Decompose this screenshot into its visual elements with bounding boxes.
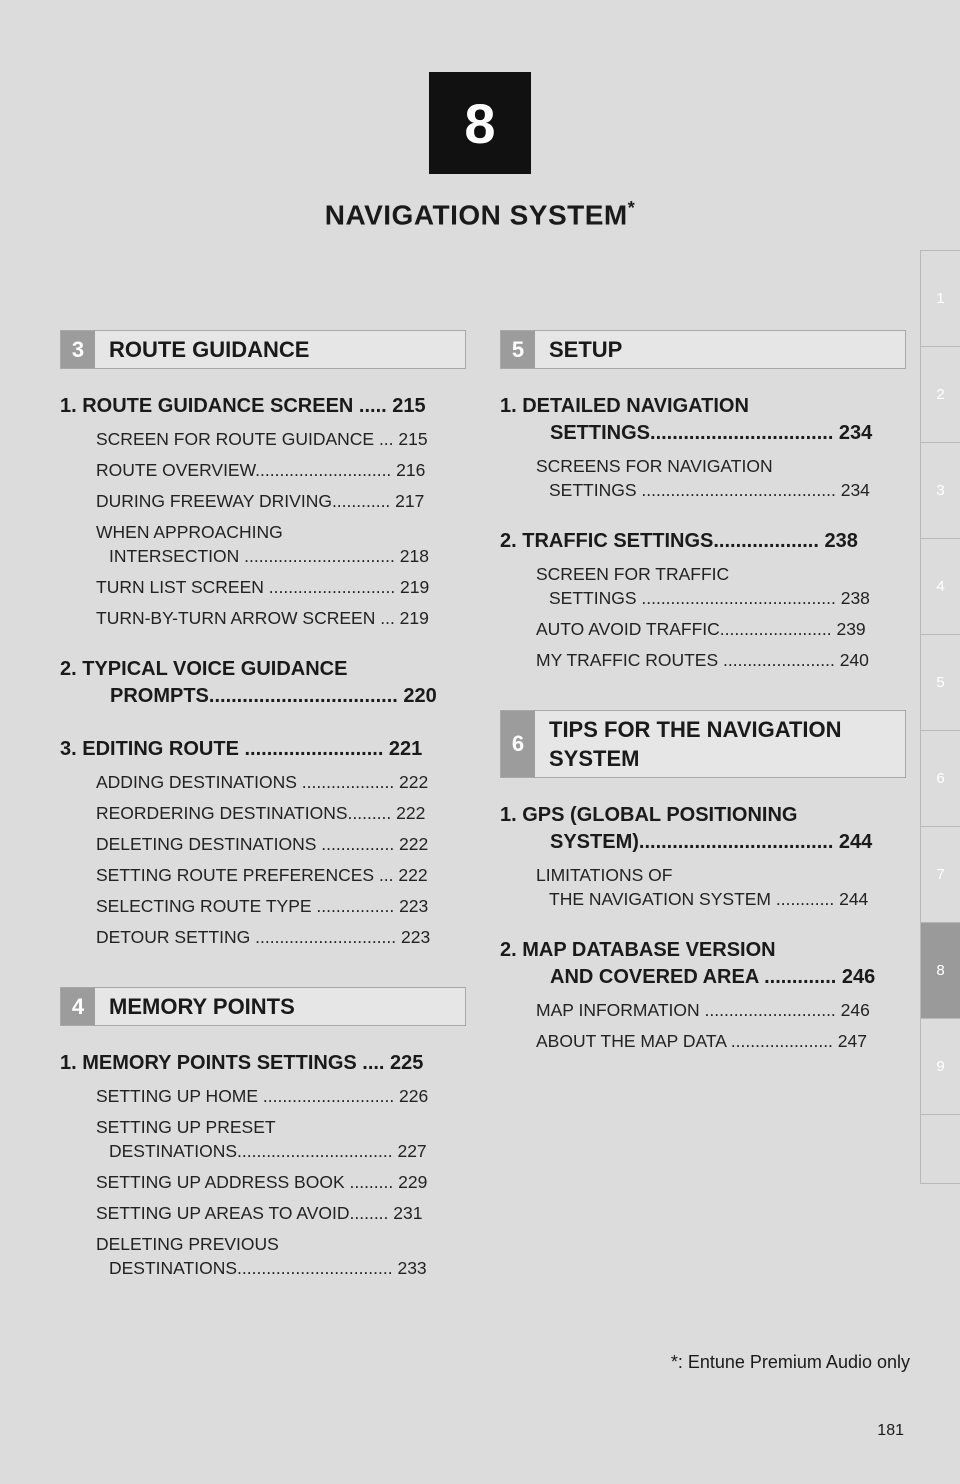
chapter-tab-1[interactable]: 1 [920, 250, 960, 346]
toc-sub-item[interactable]: SCREEN FOR TRAFFIC SETTINGS ........................................ 238 [536, 564, 870, 608]
section-number: 3 [61, 331, 95, 368]
toc-item-traffic-settings[interactable]: 2. TRAFFIC SETTINGS................... 238 [500, 530, 858, 552]
toc-sub-item[interactable]: SELECTING ROUTE TYPE ................ 223 [96, 896, 429, 916]
chapter-tab-2[interactable]: 2 [920, 346, 960, 442]
toc-sub-item[interactable]: LIMITATIONS OF THE NAVIGATION SYSTEM ............ 244 [536, 865, 869, 909]
toc-sub-item[interactable]: MAP INFORMATION ........................... 246 [536, 1000, 870, 1020]
toc-sub-item[interactable]: DURING FREEWAY DRIVING............ 217 [96, 491, 425, 511]
toc-sub-item[interactable]: DELETING DESTINATIONS ............... 222 [96, 834, 429, 854]
section-title: ROUTE GUIDANCE [109, 337, 310, 362]
toc-sub-item[interactable]: TURN-BY-TURN ARROW SCREEN ... 219 [96, 608, 429, 628]
toc-sub-item[interactable]: ADDING DESTINATIONS ................... 222 [96, 772, 429, 792]
chapter-tab-3[interactable]: 3 [920, 442, 960, 538]
toc-sub-item[interactable]: SETTING UP PRESET DESTINATIONS................................ 227 [96, 1117, 427, 1161]
toc-sub-item[interactable]: SETTING UP HOME ........................... 226 [96, 1086, 429, 1106]
toc-sub-item[interactable]: REORDERING DESTINATIONS......... 222 [96, 803, 426, 823]
chapter-tab-6[interactable]: 6 [920, 730, 960, 826]
chapter-tab-blank [920, 1114, 960, 1184]
toc-sub-item[interactable]: SETTING UP ADDRESS BOOK ......... 229 [96, 1172, 428, 1192]
toc-sub-item[interactable]: WHEN APPROACHING INTERSECTION ............................... 218 [96, 522, 429, 566]
section-header-route-guidance [60, 330, 466, 369]
toc-item-memory-points-settings[interactable]: 1. MEMORY POINTS SETTINGS .... 225 [60, 1052, 424, 1074]
chapter-tab-8[interactable]: 8 [920, 922, 960, 1018]
chapter-tabs [920, 250, 960, 1184]
toc-item-editing-route[interactable]: 3. EDITING ROUTE ......................... 221 [60, 738, 423, 760]
chapter-number-box [429, 72, 531, 174]
toc-sub-item[interactable]: SCREEN FOR ROUTE GUIDANCE ... 215 [96, 429, 428, 449]
chapter-tab-5[interactable]: 5 [920, 634, 960, 730]
toc-sub-item[interactable]: SETTING ROUTE PREFERENCES ... 222 [96, 865, 428, 885]
toc-item-route-guidance-screen[interactable]: 1. ROUTE GUIDANCE SCREEN ..... 215 [60, 395, 426, 417]
section-header-tips-navigation [500, 710, 906, 778]
section-header-memory-points [60, 987, 466, 1026]
section-title: SETUP [549, 337, 623, 362]
toc-sub-item[interactable]: MY TRAFFIC ROUTES ....................... 240 [536, 650, 869, 670]
chapter-tab-9[interactable]: 9 [920, 1018, 960, 1114]
toc-item-detailed-navigation-settings[interactable]: 1. DETAILED NAVIGATION SETTINGS................................. 234 [500, 395, 873, 444]
section-number: 4 [61, 988, 95, 1025]
section-header-setup [500, 330, 906, 369]
toc-sub-item[interactable]: TURN LIST SCREEN .......................... 219 [96, 577, 430, 597]
toc-sub-item[interactable]: DELETING PREVIOUS DESTINATIONS................................ 233 [96, 1234, 427, 1278]
toc-sub-item[interactable]: AUTO AVOID TRAFFIC....................... 239 [536, 619, 866, 639]
toc-sub-item[interactable]: SCREENS FOR NAVIGATION SETTINGS ........................................ 234 [536, 456, 870, 500]
toc-item-map-database-version[interactable]: 2. MAP DATABASE VERSION AND COVERED AREA ............. 246 [500, 939, 876, 988]
chapter-number: 8 [464, 91, 496, 155]
page-number: 181 [877, 1422, 904, 1439]
footnote: *: Entune Premium Audio only [670, 1352, 910, 1372]
section-number: 5 [501, 331, 535, 368]
section-title: TIPS FOR THE NAVIGATION SYSTEM [549, 717, 842, 771]
toc-item-typical-voice-guidance[interactable]: 2. TYPICAL VOICE GUIDANCE PROMPTS.................................. 220 [60, 658, 437, 707]
page-title: NAVIGATION SYSTEM* [324, 198, 636, 231]
title-asterisk: * [627, 198, 636, 218]
section-title: MEMORY POINTS [109, 994, 295, 1019]
toc-sub-item[interactable]: ABOUT THE MAP DATA ..................... 247 [536, 1031, 867, 1051]
toc-sub-item[interactable]: SETTING UP AREAS TO AVOID........ 231 [96, 1203, 423, 1223]
chapter-tab-4[interactable]: 4 [920, 538, 960, 634]
chapter-tab-7[interactable]: 7 [920, 826, 960, 922]
toc-sub-item[interactable]: DETOUR SETTING ............................. 223 [96, 927, 431, 947]
toc-sub-item[interactable]: ROUTE OVERVIEW............................ 216 [96, 460, 426, 480]
section-number: 6 [501, 711, 535, 777]
toc-item-gps[interactable]: 1. GPS (GLOBAL POSITIONING SYSTEM)................................... 244 [500, 804, 873, 853]
toc-left-column [60, 330, 466, 1280]
toc-right-column [500, 330, 906, 1053]
